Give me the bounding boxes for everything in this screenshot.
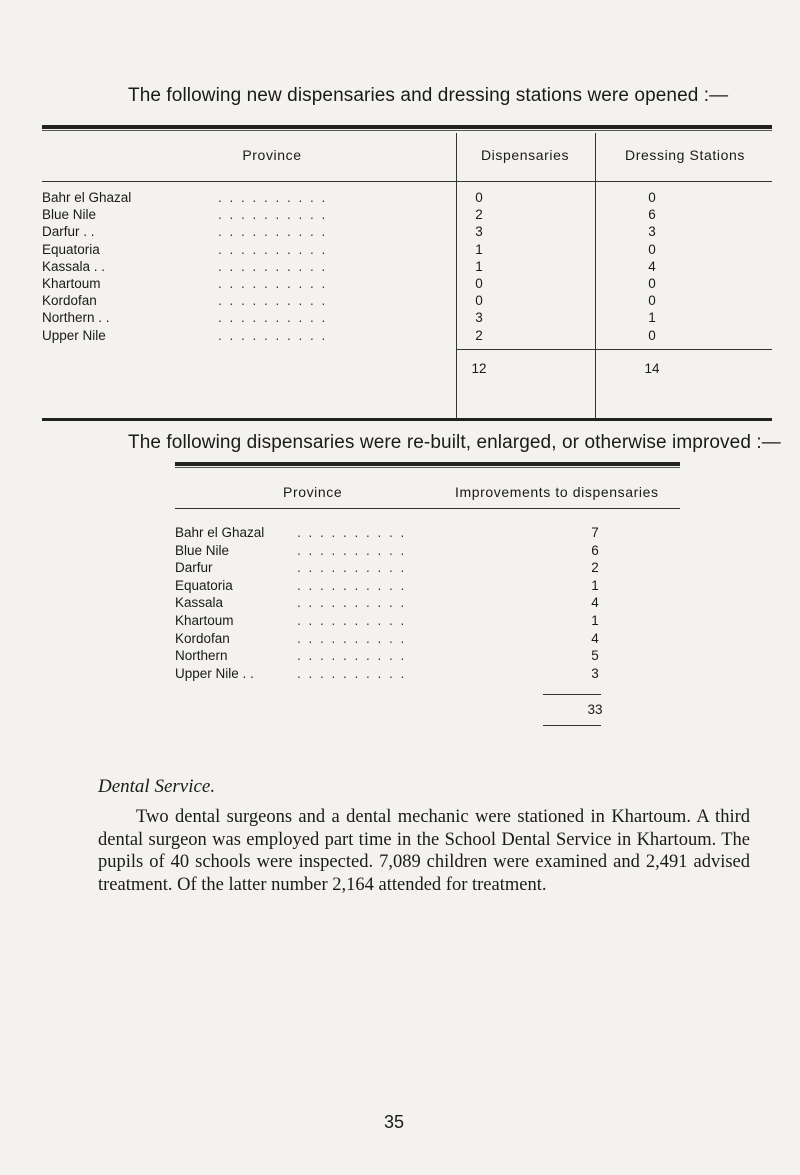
table-opened <box>42 125 772 425</box>
improvements-value: 3 <box>591 665 599 681</box>
header-rule <box>175 508 680 509</box>
table-row <box>175 666 680 683</box>
dispensaries-value: 2 <box>475 327 483 343</box>
header-dispensaries: Dispensaries <box>480 147 570 163</box>
improvements-value: 4 <box>591 595 599 611</box>
dot-leader: . . . . . . . . . . <box>218 327 328 343</box>
province-name: Khartoum <box>42 276 101 291</box>
dot-leader: . . . . . . . . . . <box>218 224 328 240</box>
table-top-rule-thin <box>175 467 680 468</box>
province-name: Blue Nile <box>175 542 230 558</box>
total-dispensaries: 12 <box>471 361 487 376</box>
page-number: 35 <box>384 1112 405 1132</box>
table-row <box>42 190 772 207</box>
dot-leader: . . . . . . . . . . <box>297 613 407 628</box>
total-dressing-stations: 14 <box>644 361 660 376</box>
total-rule-bottom <box>543 725 601 726</box>
dot-leader: . . . . . . . . . . <box>297 525 407 540</box>
province-name: Darfur . . <box>42 224 95 240</box>
dispensaries-value: 3 <box>475 310 483 326</box>
table-bottom-rule <box>42 418 772 421</box>
province-name: Kordofan <box>42 293 97 309</box>
province-name: Bahr el Ghazal <box>42 190 132 205</box>
header-dressing-stations: Dressing Stations <box>625 147 745 163</box>
improvements-value: 4 <box>591 630 599 646</box>
dot-leader: . . . . . . . . . . <box>218 276 328 291</box>
dot-leader: . . . . . . . . . . <box>218 241 328 257</box>
dot-leader: . . . . . . . . . . <box>297 648 407 664</box>
province-name: Blue Nile <box>42 207 97 223</box>
table-row <box>42 310 772 327</box>
dispensaries-value: 3 <box>475 224 483 240</box>
dot-leader: . . . . . . . . . . <box>297 665 407 681</box>
province-name: Darfur <box>175 560 213 576</box>
dressing-stations-value: 0 <box>648 276 656 291</box>
total-rule <box>543 694 601 695</box>
table-row <box>42 242 772 259</box>
total-improvements: 33 <box>587 702 603 717</box>
improvements-value: 6 <box>591 542 599 558</box>
table-row <box>175 560 680 577</box>
table-row <box>42 259 772 276</box>
dot-leader: . . . . . . . . . . <box>218 190 328 205</box>
dot-leader: . . . . . . . . . . <box>297 577 407 593</box>
province-name: Equatoria <box>42 241 100 257</box>
dispensaries-value: 1 <box>475 258 483 274</box>
table-row <box>42 293 772 310</box>
improvements-value: 2 <box>591 560 599 576</box>
improvements-value: 7 <box>591 525 599 540</box>
dressing-stations-value: 1 <box>648 310 656 326</box>
table-row <box>42 276 772 293</box>
table-row <box>175 613 680 630</box>
table-row <box>42 207 772 224</box>
intro-improved: The following dispensaries were re-built, enlarged, or otherwise improved :— <box>128 432 781 453</box>
table-top-rule <box>175 462 680 466</box>
dressing-stations-value: 0 <box>648 190 656 205</box>
province-name: Khartoum <box>175 613 234 628</box>
section-heading: Dental Service. <box>98 776 216 797</box>
province-name: Northern . . <box>42 310 110 326</box>
province-name: Northern <box>175 648 228 664</box>
dispensaries-value: 0 <box>475 190 483 205</box>
dressing-stations-value: 3 <box>648 224 656 240</box>
header-improvements: Improvements to dispensaries <box>455 484 659 500</box>
total-rule <box>595 349 772 350</box>
total-rule <box>456 349 596 350</box>
dot-leader: . . . . . . . . . . <box>297 542 407 558</box>
improvements-value: 1 <box>591 577 599 593</box>
table-row <box>175 578 680 595</box>
dispensaries-value: 0 <box>475 276 483 291</box>
province-name: Upper Nile <box>42 327 106 343</box>
table-row <box>42 328 772 345</box>
improvements-value: 1 <box>591 613 599 628</box>
dot-leader: . . . . . . . . . . <box>218 207 328 223</box>
table-top-rule-thin <box>42 130 772 131</box>
table-top-rule <box>42 125 772 129</box>
table-row <box>42 224 772 241</box>
dot-leader: . . . . . . . . . . <box>297 630 407 646</box>
dot-leader: . . . . . . . . . . <box>297 595 407 611</box>
table-row <box>175 648 680 665</box>
province-name: Upper Nile . . <box>175 665 254 681</box>
dispensaries-value: 1 <box>475 241 483 257</box>
table-row <box>175 595 680 612</box>
table-row <box>175 543 680 560</box>
table-improved <box>175 462 680 762</box>
province-name: Equatoria <box>175 577 233 593</box>
province-name: Kassala <box>175 595 224 611</box>
body-paragraph: Two dental surgeons and a dental mechanic were stationed in Khartoum. A third dental surgeon was employed part time in the School Dental Service in Khartoum. The pupils of 40 schools were inspected. 7,089 children were examined and 2,491 advised treatment. Of the latter number 2,164 attended for treatment. <box>98 807 750 895</box>
dispensaries-value: 2 <box>475 207 483 223</box>
dressing-stations-value: 0 <box>648 327 656 343</box>
dot-leader: . . . . . . . . . . <box>297 560 407 576</box>
province-name: Kordofan <box>175 630 230 646</box>
dressing-stations-value: 4 <box>648 258 656 274</box>
province-name: Bahr el Ghazal <box>175 525 265 540</box>
dressing-stations-value: 0 <box>648 293 656 309</box>
dressing-stations-value: 6 <box>648 207 656 223</box>
table-row <box>175 631 680 648</box>
dot-leader: . . . . . . . . . . <box>218 310 328 326</box>
header-province: Province <box>242 147 302 163</box>
improvements-value: 5 <box>591 648 599 664</box>
dot-leader: . . . . . . . . . . <box>218 258 328 274</box>
header-province: Province <box>283 484 343 500</box>
dot-leader: . . . . . . . . . . <box>218 293 328 309</box>
header-rule <box>42 181 772 182</box>
dispensaries-value: 0 <box>475 293 483 309</box>
table-row <box>175 525 680 542</box>
province-name: Kassala . . <box>42 258 106 274</box>
intro-opened: The following new dispensaries and dressing stations were opened :— <box>128 85 729 106</box>
dressing-stations-value: 0 <box>648 241 656 257</box>
